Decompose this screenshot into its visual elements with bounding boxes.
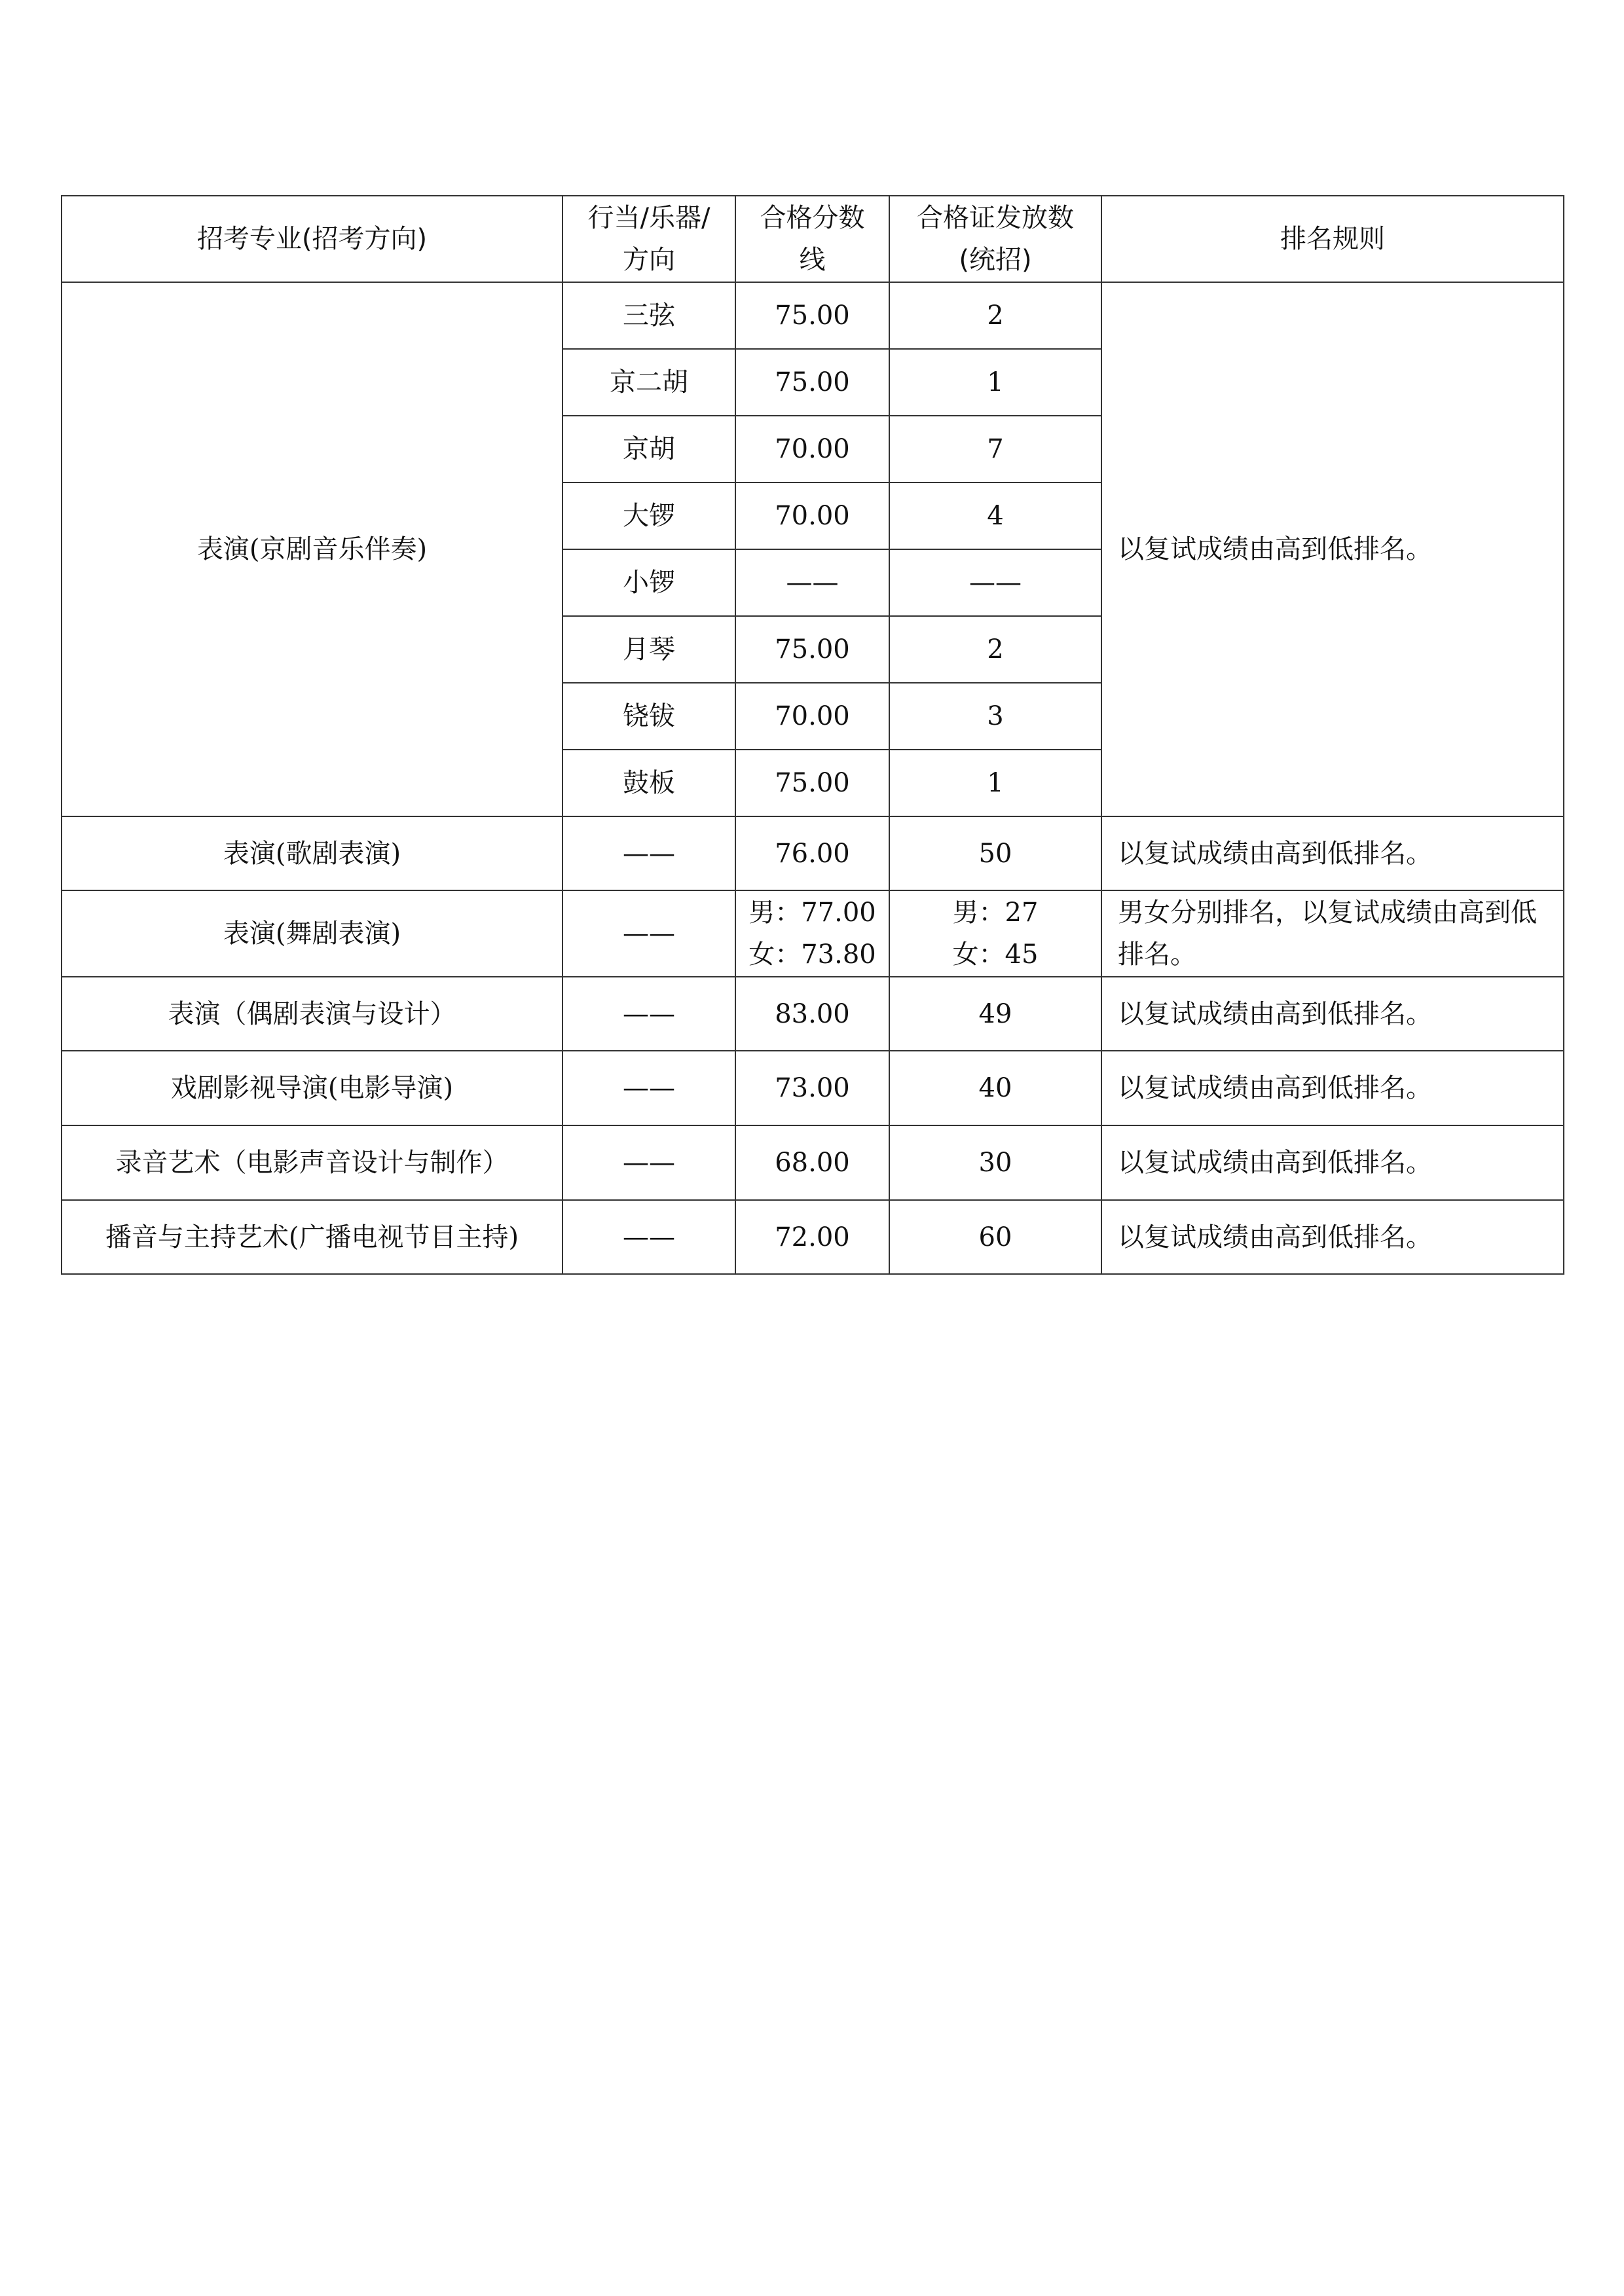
score-female: 女：73.80 <box>748 939 876 970</box>
count-cell <box>889 890 1101 977</box>
direction-cell: 京胡 <box>563 416 735 483</box>
score-cell: 75.00 <box>735 349 889 416</box>
major-cell: 播音与主持艺术(广播电视节目主持) <box>62 1200 563 1274</box>
major-cell: 表演(舞剧表演) <box>62 890 563 977</box>
group-rule-cell: 以复试成绩由高到低排名。 <box>1101 282 1564 816</box>
score-cell: 75.00 <box>735 750 889 816</box>
table-row <box>62 1200 1564 1274</box>
direction-cell: 小锣 <box>563 549 735 616</box>
direction-cell: 京二胡 <box>563 349 735 416</box>
rule-cell: 以复试成绩由高到低排名。 <box>1101 1051 1564 1125</box>
count-cell: 3 <box>889 683 1101 750</box>
direction-cell: —— <box>563 816 735 890</box>
direction-cell: 月琴 <box>563 616 735 683</box>
score-cell: 75.00 <box>735 282 889 349</box>
score-cell: 68.00 <box>735 1125 889 1200</box>
rule-cell: 男女分别排名，以复试成绩由高到低 排名。 <box>1101 890 1564 977</box>
rule-cell: 以复试成绩由高到低排名。 <box>1101 977 1564 1051</box>
count-cell: 1 <box>889 750 1101 816</box>
major-cell: 戏剧影视导演(电影导演) <box>62 1051 563 1125</box>
direction-cell: 铙钹 <box>563 683 735 750</box>
rule-cell: 以复试成绩由高到低排名。 <box>1101 816 1564 890</box>
score-cell: 75.00 <box>735 616 889 683</box>
table-row <box>62 1125 1564 1200</box>
count-cell: 4 <box>889 483 1101 549</box>
header-major: 招考专业(招考方向) <box>62 196 563 282</box>
rule-cell: 以复试成绩由高到低排名。 <box>1101 1125 1564 1200</box>
count-female: 女：45 <box>952 939 1039 970</box>
score-male: 男：77.00 <box>748 898 876 928</box>
group-major-cell: 表演(京剧音乐伴奏) <box>62 282 563 816</box>
major-cell: 表演(歌剧表演) <box>62 816 563 890</box>
score-cell: 70.00 <box>735 483 889 549</box>
table-row <box>62 816 1564 890</box>
direction-cell: —— <box>563 1125 735 1200</box>
score-cell: 76.00 <box>735 816 889 890</box>
header-cert-count: 合格证发放数 (统招) <box>889 196 1101 282</box>
count-cell: 2 <box>889 616 1101 683</box>
count-male: 男：27 <box>952 898 1039 928</box>
direction-cell: —— <box>563 890 735 977</box>
score-cell: 83.00 <box>735 977 889 1051</box>
count-cell: 1 <box>889 349 1101 416</box>
count-cell: 2 <box>889 282 1101 349</box>
score-cell: 73.00 <box>735 1051 889 1125</box>
count-cell: 49 <box>889 977 1101 1051</box>
major-cell: 表演（偶剧表演与设计） <box>62 977 563 1051</box>
table-row <box>62 977 1564 1051</box>
count-cell: 30 <box>889 1125 1101 1200</box>
score-cell: —— <box>735 549 889 616</box>
header-rule: 排名规则 <box>1101 196 1564 282</box>
admission-table <box>61 195 1564 1275</box>
header-score: 合格分数 线 <box>735 196 889 282</box>
direction-cell: —— <box>563 977 735 1051</box>
direction-cell: 鼓板 <box>563 750 735 816</box>
count-cell: 50 <box>889 816 1101 890</box>
direction-cell: 三弦 <box>563 282 735 349</box>
direction-cell: 大锣 <box>563 483 735 549</box>
count-cell: 60 <box>889 1200 1101 1274</box>
score-cell: 72.00 <box>735 1200 889 1274</box>
rule-cell: 以复试成绩由高到低排名。 <box>1101 1200 1564 1274</box>
count-cell: —— <box>889 549 1101 616</box>
score-cell: 70.00 <box>735 416 889 483</box>
direction-cell: —— <box>563 1051 735 1125</box>
major-cell: 录音艺术（电影声音设计与制作） <box>62 1125 563 1200</box>
score-cell <box>735 890 889 977</box>
table-row <box>62 282 1564 349</box>
table-header-row <box>62 196 1564 282</box>
score-cell: 70.00 <box>735 683 889 750</box>
direction-cell: —— <box>563 1200 735 1274</box>
table-row <box>62 1051 1564 1125</box>
table-row <box>62 890 1564 977</box>
count-cell: 40 <box>889 1051 1101 1125</box>
count-cell: 7 <box>889 416 1101 483</box>
header-direction: 行当/乐器/ 方向 <box>563 196 735 282</box>
